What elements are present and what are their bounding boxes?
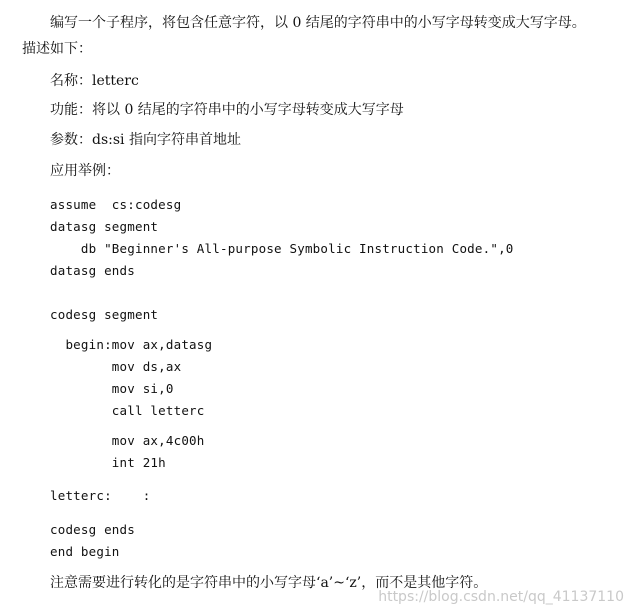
code-line: call letterc [50, 403, 205, 418]
code-line: mov si,0 [50, 381, 174, 396]
intro-line-2: 描述如下： [22, 41, 92, 57]
watermark-url: https://blog.csdn.net/qq_41137110 [378, 589, 624, 605]
code-line: end begin [50, 544, 120, 559]
spec-params: 参数：ds:si 指向字符串首地址 [50, 132, 241, 148]
spec-name: 名称：letterc [50, 73, 139, 89]
code-line: datasg segment [50, 219, 159, 234]
code-line: letterc: : [50, 488, 151, 503]
code-line: datasg ends [50, 263, 135, 278]
code-line: codesg segment [50, 307, 159, 322]
code-line: mov ax,4c00h [50, 433, 205, 448]
note-text: 注意需要进行转化的是字符串中的小写字母‘a’~‘z’，而不是其他字符。 [50, 575, 488, 591]
code-line: codesg ends [50, 522, 135, 537]
code-line: assume cs:codesg [50, 197, 182, 212]
code-line: mov ds,ax [50, 359, 182, 374]
spec-example: 应用举例： [50, 163, 120, 179]
spec-function: 功能：将以 0 结尾的字符串中的小写字母转变成大写字母 [50, 102, 404, 118]
code-line: int 21h [50, 455, 166, 470]
code-line: db "Beginner's All-purpose Symbolic Instruction Code.",0 [50, 241, 514, 256]
code-line: begin:mov ax,datasg [50, 337, 213, 352]
intro-line-1: 编写一个子程序，将包含任意字符，以 0 结尾的字符串中的小写字母转变成大写字母。 [50, 15, 586, 31]
